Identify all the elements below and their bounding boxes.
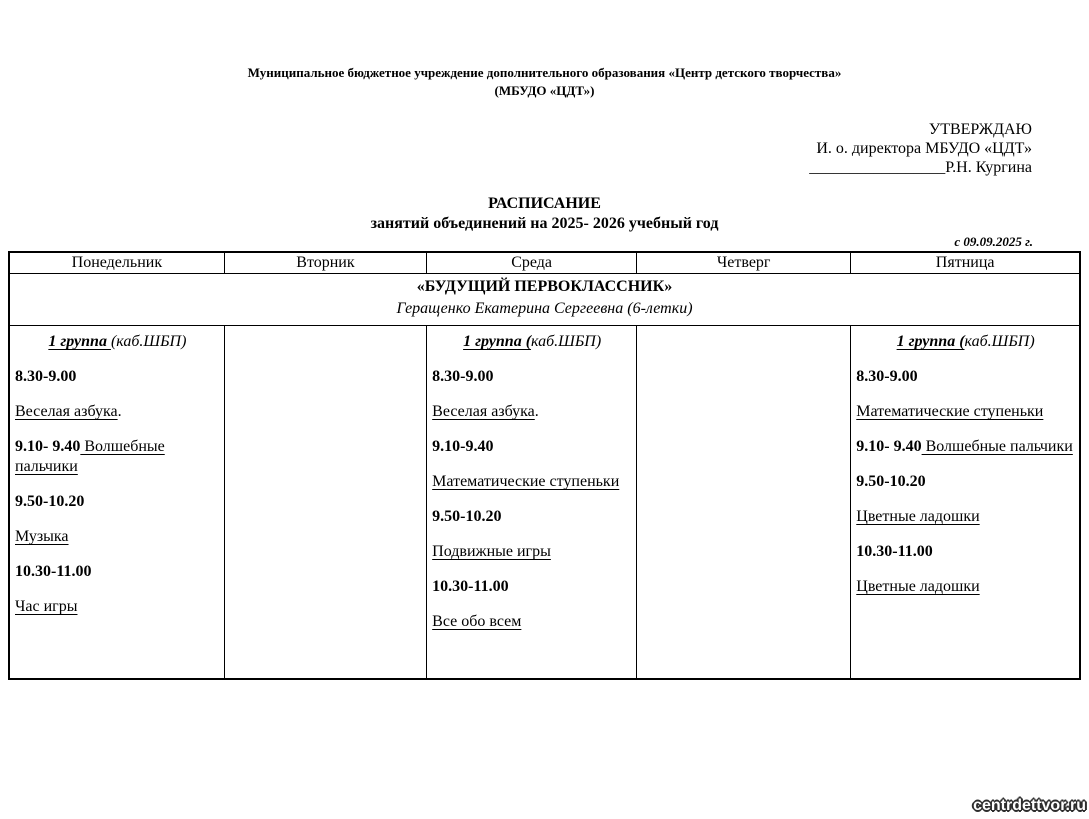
schedule-paragraph bbox=[432, 472, 632, 492]
group-name: «БУДУЩИЙ ПЕРВОКЛАССНИК» bbox=[416, 278, 673, 295]
schedule-text-segment: 10.30-11.00 bbox=[15, 563, 92, 580]
schedule-paragraph bbox=[432, 577, 632, 597]
group-teacher: Геращенко Екатерина Сергеевна (6-летки) bbox=[396, 300, 693, 317]
schedule-text-segment: 1 группа bbox=[48, 333, 111, 350]
schedule-paragraph bbox=[15, 562, 220, 582]
schedule-paragraph bbox=[856, 367, 1075, 387]
schedule-text-segment: Волшебные пальчики bbox=[921, 438, 1073, 455]
schedule-text-segment: 10.30-11.00 bbox=[432, 578, 509, 595]
schedule-text-segment: 8.30-9.00 bbox=[432, 368, 494, 385]
schedule-cell-friday bbox=[851, 326, 1080, 680]
schedule-text-segment: 10.30-11.00 bbox=[856, 543, 933, 560]
schedule-table bbox=[8, 251, 1081, 680]
schedule-paragraph bbox=[432, 402, 632, 422]
schedule-text-segment: 8.30-9.00 bbox=[856, 368, 918, 385]
schedule-paragraph bbox=[856, 577, 1075, 597]
schedule-text-segment: 9.50-10.20 bbox=[15, 493, 85, 510]
schedule-paragraph bbox=[432, 437, 632, 457]
document-title-main: РАСПИСАНИЕ bbox=[488, 195, 601, 212]
schedule-paragraph bbox=[856, 332, 1075, 352]
schedule-text-segment: 9.50-10.20 bbox=[432, 508, 502, 525]
schedule-text-segment: Все обо всем bbox=[432, 613, 522, 630]
schedule-paragraph bbox=[856, 542, 1075, 562]
schedule-text-segment: Подвижные игры bbox=[432, 543, 551, 560]
schedule-text-segment: 9.10- 9.40 bbox=[15, 438, 81, 455]
schedule-text-segment: Математические ступеньки bbox=[432, 473, 620, 490]
schedule-paragraph bbox=[432, 332, 632, 352]
schedule-paragraph bbox=[15, 437, 220, 477]
organization-abbreviation: (МБУДО «ЦДТ») bbox=[494, 83, 595, 98]
schedule-text-segment: 8.30-9.00 bbox=[15, 368, 77, 385]
approval-signature-line: _________________Р.Н. Кургина bbox=[809, 159, 1032, 176]
schedule-paragraph bbox=[432, 542, 632, 562]
schedule-text-segment: каб.ШБП) bbox=[964, 333, 1035, 350]
day-header-row bbox=[9, 252, 1080, 274]
group-title-row bbox=[9, 274, 1080, 326]
schedule-paragraph bbox=[856, 472, 1075, 492]
approval-block bbox=[0, 120, 1032, 177]
schedule-cell-monday bbox=[9, 326, 224, 680]
schedule-paragraph bbox=[15, 332, 220, 352]
approval-director-line: И. о. директора МБУДО «ЦДТ» bbox=[816, 140, 1032, 157]
day-header-thursday: Четверг bbox=[637, 252, 851, 274]
document-title-sub: занятий объединений на 2025- 2026 учебный год bbox=[370, 215, 719, 232]
schedule-text-segment: Веселая азбука bbox=[432, 403, 535, 420]
schedule-text-segment: . bbox=[534, 403, 539, 420]
day-header-monday: Понедельник bbox=[9, 252, 224, 274]
organization-header bbox=[0, 64, 1089, 100]
schedule-text-segment: Волшебные пальчики bbox=[15, 438, 165, 475]
schedule-paragraph bbox=[15, 492, 220, 512]
schedule-paragraph bbox=[856, 437, 1075, 457]
schedule-paragraph bbox=[15, 597, 220, 617]
day-header-friday: Пятница bbox=[851, 252, 1080, 274]
effective-date-note: с 09.09.2025 г. bbox=[954, 234, 1033, 249]
schedule-text-segment: Математические ступеньки bbox=[856, 403, 1044, 420]
schedule-text-segment: Цветные ладошки bbox=[856, 508, 980, 525]
schedule-text-segment: Цветные ладошки bbox=[856, 578, 980, 595]
organization-name: Муниципальное бюджетное учреждение дополнительного образования «Центр детского творчества» bbox=[247, 65, 842, 80]
day-header-wednesday: Среда bbox=[427, 252, 637, 274]
schedule-text-segment: 9.10- 9.40 bbox=[856, 438, 922, 455]
approval-word: УТВЕРЖДАЮ bbox=[928, 121, 1032, 138]
schedule-text-segment: Музыка bbox=[15, 528, 69, 545]
document-title bbox=[0, 194, 1089, 234]
schedule-cell-wednesday bbox=[427, 326, 637, 680]
schedule-cell-tuesday bbox=[224, 326, 426, 680]
schedule-text-segment: каб.ШБП) bbox=[531, 333, 602, 350]
schedule-paragraph bbox=[15, 402, 220, 422]
schedule-paragraph bbox=[432, 507, 632, 527]
schedule-paragraph bbox=[15, 367, 220, 387]
schedule-paragraph bbox=[432, 612, 632, 632]
schedule-paragraph bbox=[432, 367, 632, 387]
day-header-tuesday: Вторник bbox=[224, 252, 426, 274]
schedule-text-segment: 9.10-9.40 bbox=[432, 438, 494, 455]
schedule-cell-thursday bbox=[637, 326, 851, 680]
schedule-paragraph bbox=[856, 402, 1075, 422]
schedule-paragraph bbox=[15, 527, 220, 547]
schedule-content-row bbox=[9, 326, 1080, 680]
site-watermark: centrdettvor.ru bbox=[973, 797, 1086, 814]
schedule-text-segment: (каб.ШБП) bbox=[110, 333, 187, 350]
schedule-text-segment: Час игры bbox=[15, 598, 78, 615]
schedule-text-segment: 1 группа ( bbox=[463, 333, 532, 350]
schedule-text-segment: 1 группа ( bbox=[896, 333, 965, 350]
schedule-text-segment: . bbox=[117, 403, 122, 420]
schedule-text-segment: Веселая азбука bbox=[15, 403, 118, 420]
schedule-text-segment: 9.50-10.20 bbox=[856, 473, 926, 490]
schedule-paragraph bbox=[856, 507, 1075, 527]
group-title-cell bbox=[9, 274, 1080, 326]
